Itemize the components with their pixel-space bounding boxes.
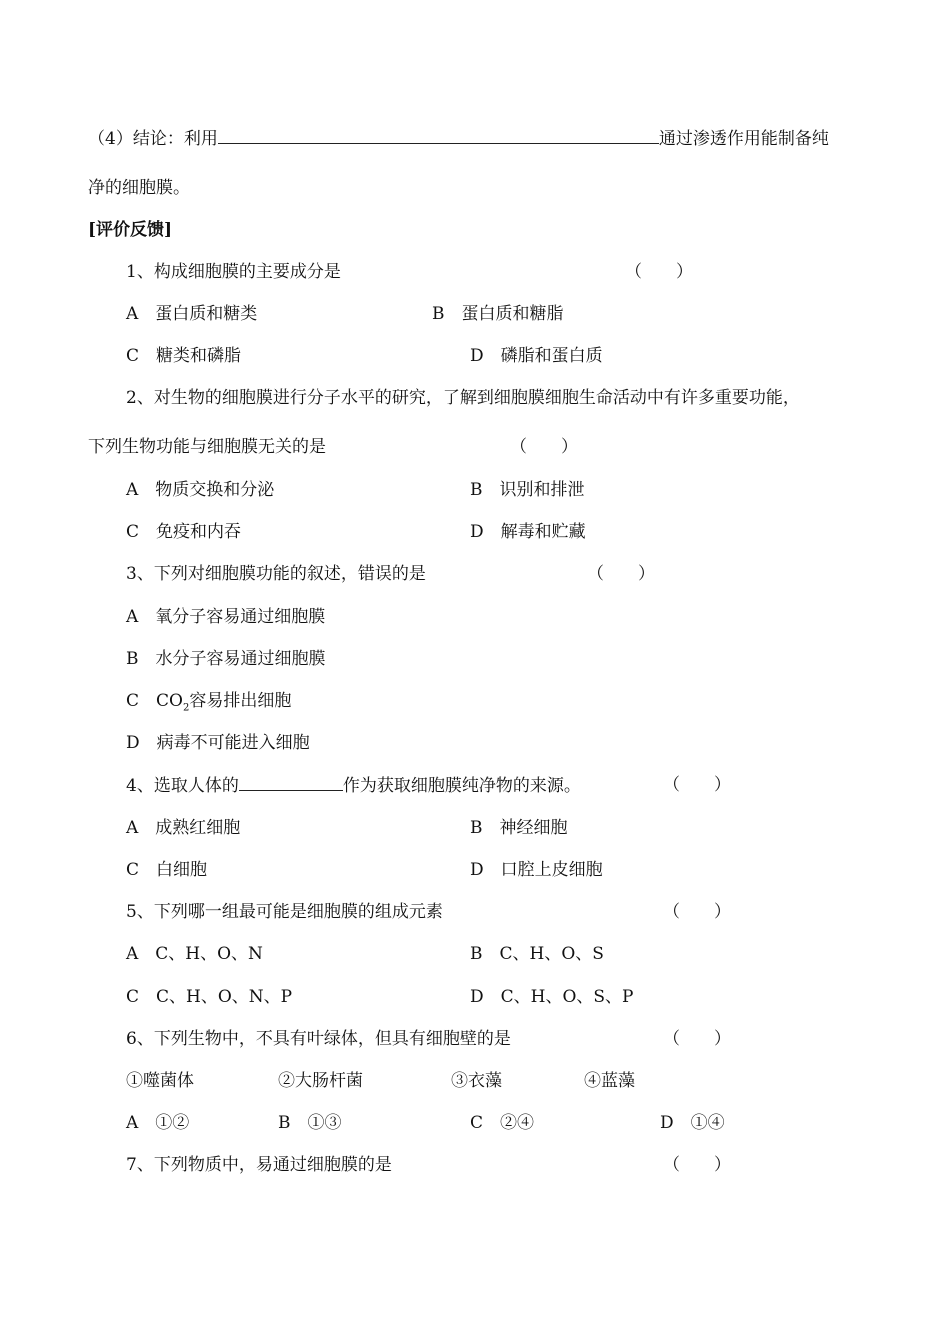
question-1-stem: 1、构成细胞膜的主要成分是 (126, 262, 341, 282)
question-6-stem: 6、下列生物中，不具有叶绿体，但具有细胞壁的是 (126, 1029, 511, 1049)
option-c-rest: 容易排出细胞 (189, 691, 292, 711)
question-4-option-a[interactable]: A 成熟红细胞 (126, 818, 241, 838)
question-6-option-b[interactable]: B ①③ (278, 1113, 342, 1133)
question-5-option-c[interactable]: C C、H、O、N、P (126, 987, 293, 1007)
question-3-stem: 3、下列对细胞膜功能的叙述，错误的是 (126, 564, 426, 584)
co2-subscript: 2 (182, 702, 190, 714)
question-7-answer-paren[interactable]: （ ） (663, 1155, 731, 1175)
question-2-answer-paren[interactable]: （ ） (510, 437, 578, 457)
question-4-option-d[interactable]: D 口腔上皮细胞 (470, 860, 603, 880)
question-5-option-a[interactable]: A C、H、O、N (126, 944, 263, 964)
question-4-stem (126, 774, 581, 797)
answer-blank[interactable] (218, 127, 659, 144)
question-7-stem: 7、下列物质中，易通过细胞膜的是 (126, 1155, 392, 1175)
question-6-item-3: ③衣藻 (451, 1071, 502, 1091)
question-4-option-b[interactable]: B 神经细胞 (470, 818, 568, 838)
question-3-option-b[interactable]: B 水分子容易通过细胞膜 (126, 649, 326, 669)
question-4-blank[interactable] (239, 774, 343, 791)
question-2-option-b[interactable]: B 识别和排泄 (470, 480, 585, 500)
question-5-option-d[interactable]: D C、H、O、S、P (470, 987, 634, 1007)
question-4-option-c[interactable]: C 白细胞 (126, 860, 208, 880)
question-3-option-a[interactable]: A 氧分子容易通过细胞膜 (126, 607, 326, 627)
question-6-answer-paren[interactable]: （ ） (663, 1029, 731, 1049)
question-4-stem-suffix: 作为获取细胞膜纯净物的来源。 (342, 776, 581, 796)
question-3-answer-paren[interactable]: （ ） (587, 564, 655, 584)
question-6-option-c[interactable]: C ②④ (470, 1113, 535, 1133)
question-3-option-c[interactable] (126, 690, 291, 712)
question-5-option-b[interactable]: B C、H、O、S (470, 944, 604, 964)
question-6-item-4: ④蓝藻 (584, 1071, 635, 1091)
question-5-answer-paren[interactable]: （ ） (663, 902, 731, 922)
question-2-option-d[interactable]: D 解毒和贮藏 (470, 522, 586, 542)
question-4-answer-paren[interactable]: （ ） (663, 775, 731, 795)
question-1-answer-paren[interactable]: （ ） (625, 262, 693, 282)
question-6-option-a[interactable]: A ①② (126, 1113, 190, 1133)
question-2-option-c[interactable]: C 免疫和内吞 (126, 522, 242, 542)
question-1-option-d[interactable]: D 磷脂和蛋白质 (470, 346, 603, 366)
question-6-item-1: ①噬菌体 (126, 1071, 194, 1091)
question-6-item-2: ②大肠杆菌 (278, 1071, 363, 1091)
conclusion-prefix: （4）结论：利用 (88, 129, 218, 149)
question-2-stem-line-1: 2、对生物的细胞膜进行分子水平的研究，了解到细胞膜细胞生命活动中有许多重要功能， (126, 388, 800, 408)
question-4-stem-prefix: 4、选取人体的 (126, 776, 239, 796)
section-title: [评价反馈] (88, 220, 173, 240)
question-6-option-d[interactable]: D ①④ (660, 1113, 725, 1133)
question-1-option-a[interactable]: A 蛋白质和糖类 (126, 304, 258, 324)
conclusion-suffix: 通过渗透作用能制备纯 (658, 129, 829, 149)
question-2-stem-line-2: 下列生物功能与细胞膜无关的是 (88, 437, 326, 457)
question-3-option-d[interactable]: D 病毒不可能进入细胞 (126, 733, 310, 753)
question-1-option-c[interactable]: C 糖类和磷脂 (126, 346, 242, 366)
conclusion-continuation: 净的细胞膜。 (88, 178, 190, 198)
option-c-formula: C CO (126, 691, 183, 711)
question-5-stem: 5、下列哪一组最可能是细胞膜的组成元素 (126, 902, 443, 922)
question-1-option-b[interactable]: B 蛋白质和糖脂 (432, 304, 564, 324)
question-2-option-a[interactable]: A 物质交换和分泌 (126, 480, 275, 500)
conclusion-line (88, 127, 829, 150)
